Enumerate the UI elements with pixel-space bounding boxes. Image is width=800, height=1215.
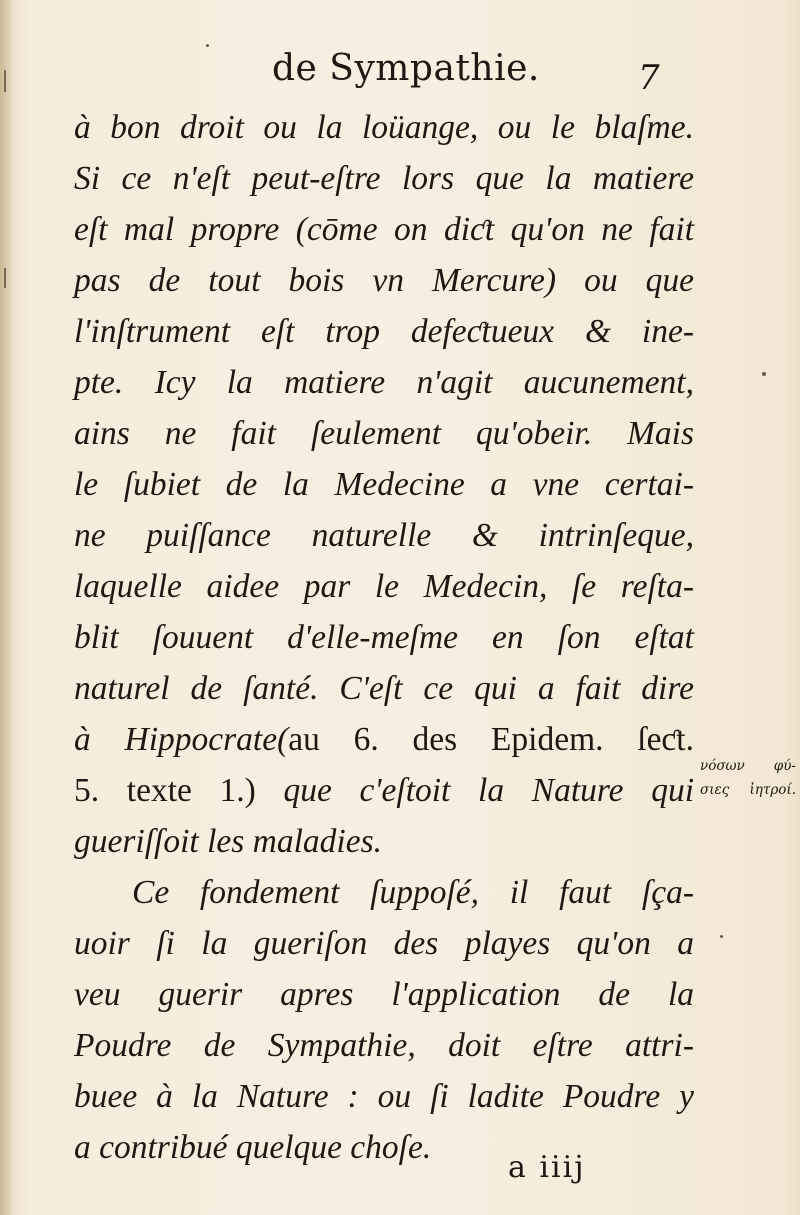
marginal-note-greek: [700, 754, 796, 802]
text-line-mixed: [74, 714, 694, 765]
text-segment-italic: à Hippocrate(: [74, 721, 289, 758]
text-line: a contribué quelque choſe.: [74, 1129, 432, 1166]
text-line: eſt mal propre (cōme on diƈt qu'on ne fait: [74, 211, 694, 248]
text-segment-roman: 5. texte 1.): [74, 772, 256, 809]
text-line: à bon droit ou la loüange, ou le blaſme.: [74, 109, 694, 146]
paper-speck: [762, 372, 766, 376]
text-line: Si ce n'eſt peut-eſtre lors que la matiere: [74, 160, 694, 197]
text-line-mixed: [74, 765, 694, 816]
body-text: [74, 102, 694, 1173]
running-head-title: de Sympathie.: [272, 48, 540, 89]
paper-speck: [720, 935, 723, 938]
text-line: laquelle aidee par le Medecin, ſe reſta-: [74, 568, 694, 605]
text-line: buee à la Nature : ou ſi ladite Poudre y: [74, 1078, 694, 1115]
text-line: uoir ſi la gueriſon des playes qu'on a: [74, 925, 694, 962]
running-head: [0, 48, 800, 108]
text-line: ains ne fait ſeulement qu'obeir. Mais: [74, 415, 694, 452]
signature-mark: a iiij: [508, 1150, 586, 1185]
text-line: gueriſſoit les maladies.: [74, 823, 382, 860]
text-line-paragraph-start: Ce fondement ſuppoſé, il faut ſça-: [132, 874, 694, 911]
marginal-note-line: σιες ἰητροί.: [700, 782, 796, 798]
paper-speck: [206, 44, 209, 47]
text-line: naturel de ſanté. C'eſt ce qui a fait dire: [74, 670, 694, 707]
text-segment-italic: que c'eſtoit la Nature qui: [283, 772, 694, 809]
page-number: 7: [638, 58, 660, 98]
text-line: veu guerir apres l'application de la: [74, 976, 694, 1013]
text-line: l'inſtrument eſt trop defeƈtueux & ine-: [74, 313, 694, 350]
text-line: blit ſouuent d'elle-meſme en ſon eſtat: [74, 619, 694, 656]
text-line: pas de tout bois vn Mercure) ou que: [74, 262, 694, 299]
text-line: pte. Icy la matiere n'agit aucunement,: [74, 364, 694, 401]
text-line: Poudre de Sympathie, doit eſtre attri-: [74, 1027, 694, 1064]
text-line: le ſubiet de la Medecine a vne certai-: [74, 466, 694, 503]
text-segment-roman: au 6. des Epidem. ſeƈt.: [288, 721, 694, 758]
gutter-mark: [4, 268, 6, 288]
marginal-note-line: νόσων φύ-: [700, 758, 796, 774]
text-line: ne puiſſance naturelle & intrinſeque,: [74, 517, 694, 554]
page-gutter-shadow: [0, 0, 14, 1215]
